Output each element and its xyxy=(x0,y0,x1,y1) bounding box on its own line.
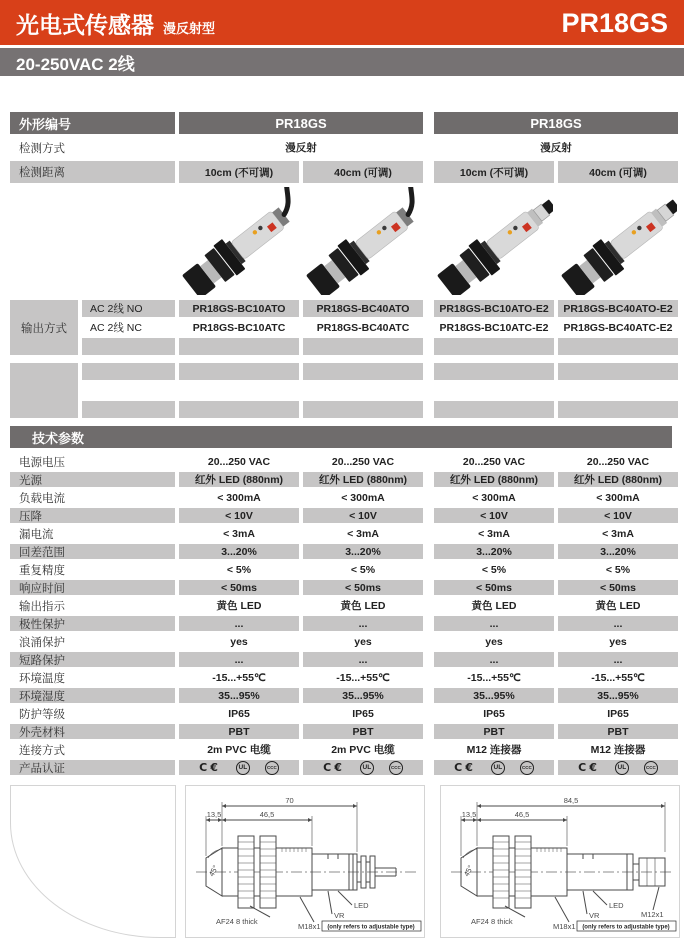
model-number-cell xyxy=(303,338,423,355)
voltage-bar: 20-250VAC 2线 xyxy=(0,48,684,76)
sensor-image-connector xyxy=(559,187,677,295)
tech-param-label: 短路保护 xyxy=(10,652,175,667)
output-type-cell: AC 2线 NC xyxy=(90,322,142,334)
tech-param-row xyxy=(10,634,684,649)
ul-mark-icon: UL xyxy=(236,761,250,775)
sensor-photo-connector xyxy=(434,185,554,297)
model-number-cell xyxy=(179,338,299,355)
sensor-image-connector xyxy=(435,187,553,295)
draw-cable-svg xyxy=(186,786,423,936)
output-extra-cell xyxy=(179,401,299,418)
ccc-mark-icon: CCC xyxy=(265,761,279,775)
tech-param-row xyxy=(10,724,684,739)
tech-param-label: 连接方式 xyxy=(19,744,65,757)
tech-param-value: IP65 xyxy=(607,707,629,720)
tech-param-row xyxy=(10,742,684,757)
tech-param-value: ... xyxy=(434,652,554,667)
tech-param-label: 输出指示 xyxy=(19,600,65,613)
output-type-cell: AC 2线 NO xyxy=(82,300,175,317)
svg-text:VR: VR xyxy=(589,911,600,920)
tech-param-value: yes xyxy=(230,635,248,648)
certification-cell xyxy=(558,760,678,775)
certification-cell xyxy=(179,760,299,775)
tech-param-value: < 50ms xyxy=(179,580,299,595)
svg-text:M12x1: M12x1 xyxy=(641,910,664,919)
output-extra-cell xyxy=(558,382,678,399)
sensor-photo-cable xyxy=(303,185,423,297)
tech-param-value: yes xyxy=(354,635,372,648)
output-extra-cell xyxy=(558,363,678,380)
tech-param-value: 红外 LED (880nm) xyxy=(303,472,423,487)
tech-param-label: 重复精度 xyxy=(19,564,65,577)
tech-param-value: < 5% xyxy=(605,563,631,576)
tech-param-value: ... xyxy=(303,652,423,667)
tech-param-label: 环境湿度 xyxy=(10,688,175,703)
sensor-image-cable xyxy=(304,187,422,295)
tech-param-row xyxy=(10,508,684,523)
model-number-cell: PR18GS-BC10ATO xyxy=(179,300,299,317)
tech-param-label: 电源电压 xyxy=(19,456,65,469)
output-extra-cell xyxy=(434,382,554,399)
tech-param-label: 压降 xyxy=(10,508,175,523)
tech-param-value: yes xyxy=(485,635,503,648)
tech-param-value: < 5% xyxy=(226,563,252,576)
dimension-drawings xyxy=(0,785,684,938)
ce-mark-icon: C€ xyxy=(199,761,221,774)
series-header-1: PR18GS xyxy=(179,112,423,134)
tech-param-row xyxy=(10,472,684,487)
distance-cell: 40cm (可调) xyxy=(303,161,423,183)
tech-param-value: M12 连接器 xyxy=(590,744,646,756)
tech-param-value: < 50ms xyxy=(558,580,678,595)
tech-param-value: PBT xyxy=(179,724,299,739)
page-header xyxy=(0,0,684,45)
tech-param-value: IP65 xyxy=(483,707,505,720)
tech-param-value: ... xyxy=(434,616,554,631)
tech-param-value: ... xyxy=(558,652,678,667)
page-title: 光电式传感器 xyxy=(16,12,154,38)
tech-param-value: -15...+55℃ xyxy=(336,671,390,684)
series-header-2: PR18GS xyxy=(434,112,678,134)
distance-cell: 10cm (不可调) xyxy=(179,161,299,183)
tech-param-value: ... xyxy=(558,616,678,631)
tech-param-value: < 300mA xyxy=(341,491,385,504)
svg-text:45°: 45° xyxy=(206,863,221,878)
product-photo-row xyxy=(10,185,684,297)
tech-param-value: < 3mA xyxy=(347,527,379,540)
svg-text:AF24 8 thick: AF24 8 thick xyxy=(471,917,513,926)
tech-param-value: 红外 LED (880nm) xyxy=(558,472,678,487)
tech-param-value: -15...+55℃ xyxy=(467,671,521,684)
sensor-photo-cable xyxy=(179,185,299,297)
tech-param-value: ... xyxy=(179,652,299,667)
output-extra-type-cell xyxy=(82,401,175,418)
output-row xyxy=(82,300,684,317)
tech-param-label: 光源 xyxy=(10,472,175,487)
output-extra-type-cell xyxy=(82,382,175,399)
tech-param-row xyxy=(10,706,684,721)
model-number-cell: PR18GS-BC40ATO-E2 xyxy=(558,300,678,317)
output-extra-cell xyxy=(303,382,423,399)
tech-param-value: < 300mA xyxy=(217,491,261,504)
dimension-drawing-connector-type xyxy=(440,785,680,938)
tech-param-value: 35...95% xyxy=(303,688,423,703)
detection-method-value: 漫反射 xyxy=(285,142,317,154)
tech-params-title: 技术参数 xyxy=(10,426,672,448)
tech-param-value: < 300mA xyxy=(472,491,516,504)
svg-text:13,5: 13,5 xyxy=(206,810,222,819)
tech-param-row xyxy=(10,562,684,577)
tech-param-value: < 5% xyxy=(481,563,507,576)
tech-param-value: yes xyxy=(609,635,627,648)
tech-param-value: 20...250 VAC xyxy=(586,455,650,468)
rounded-corner-box xyxy=(10,785,176,938)
output-extra-row xyxy=(82,363,684,380)
model-number-cell: PR18GS-BC10ATC xyxy=(192,321,286,334)
ccc-mark-icon: CCC xyxy=(520,761,534,775)
certification-cell xyxy=(434,760,554,775)
series-header-row xyxy=(10,112,684,134)
tech-param-row xyxy=(10,454,684,469)
output-extra-group xyxy=(10,363,684,418)
tech-param-row xyxy=(10,490,684,505)
detection-method-value: 漫反射 xyxy=(540,142,572,154)
tech-param-value: 3...20% xyxy=(558,544,678,559)
model-number: PR18GS xyxy=(561,8,668,38)
tech-param-value: 2m PVC 电缆 xyxy=(331,744,395,756)
tech-param-value: -15...+55℃ xyxy=(591,671,645,684)
dimension-drawing-cable-type xyxy=(185,785,425,938)
tech-param-label: 回差范围 xyxy=(10,544,175,559)
output-type-group xyxy=(10,300,684,355)
tech-param-value: 3...20% xyxy=(179,544,299,559)
output-type-label: 输出方式 xyxy=(10,300,78,355)
detection-distance-label: 检测距离 xyxy=(10,161,175,183)
svg-text:AF24 8 thick: AF24 8 thick xyxy=(216,917,258,926)
ul-mark-icon: UL xyxy=(615,761,629,775)
svg-text:(only refers to adjustable typ: (only refers to adjustable type) xyxy=(582,924,670,931)
page-subtitle: 漫反射型 xyxy=(163,21,216,37)
tech-param-value: < 10V xyxy=(179,508,299,523)
tech-param-value: 35...95% xyxy=(558,688,678,703)
tech-param-value: 2m PVC 电缆 xyxy=(207,744,271,756)
tech-param-label: 浪涌保护 xyxy=(19,636,65,649)
detection-method-row xyxy=(10,137,684,158)
output-extra-label xyxy=(10,363,78,418)
tech-param-value: IP65 xyxy=(352,707,374,720)
tech-param-label: 极性保护 xyxy=(10,616,175,631)
model-number-cell: PR18GS-BC40ATC xyxy=(316,321,410,334)
draw-connector-svg xyxy=(441,786,678,936)
model-number-cell: PR18GS-BC40ATO xyxy=(303,300,423,317)
tech-param-value: 3...20% xyxy=(303,544,423,559)
tech-param-row xyxy=(10,652,684,667)
tech-param-label: 外壳材料 xyxy=(10,724,175,739)
tech-param-row xyxy=(10,580,684,595)
tech-param-value: PBT xyxy=(558,724,678,739)
tech-param-row xyxy=(10,760,684,775)
tech-param-value: 20...250 VAC xyxy=(462,455,526,468)
tech-param-value: M12 连接器 xyxy=(466,744,522,756)
ce-mark-icon: C€ xyxy=(578,761,600,774)
svg-text:70: 70 xyxy=(285,796,294,805)
model-number-cell: PR18GS-BC40ATC-E2 xyxy=(563,321,673,334)
tech-param-value: 35...95% xyxy=(434,688,554,703)
tech-param-value: < 10V xyxy=(303,508,423,523)
ccc-mark-icon: CCC xyxy=(644,761,658,775)
tech-param-value: PBT xyxy=(434,724,554,739)
tech-param-value: 黄色 LED xyxy=(216,600,262,612)
tech-param-row xyxy=(10,616,684,631)
tech-param-value: ... xyxy=(179,616,299,631)
tech-param-value: < 10V xyxy=(558,508,678,523)
svg-text:46,5: 46,5 xyxy=(514,810,530,819)
tech-param-label: 产品认证 xyxy=(10,760,175,775)
tech-param-value: < 3mA xyxy=(602,527,634,540)
output-extra-row xyxy=(82,382,684,399)
model-number-cell: PR18GS-BC10ATC-E2 xyxy=(439,321,549,334)
tech-param-value: < 50ms xyxy=(303,580,423,595)
tech-param-value: 3...20% xyxy=(434,544,554,559)
tech-param-value: < 50ms xyxy=(434,580,554,595)
svg-text:13,5: 13,5 xyxy=(461,810,477,819)
tech-param-value: 黄色 LED xyxy=(595,600,641,612)
tech-param-row xyxy=(10,544,684,559)
svg-text:LED: LED xyxy=(609,901,624,910)
svg-text:M18x1: M18x1 xyxy=(553,922,576,931)
output-extra-cell xyxy=(303,401,423,418)
tech-param-value: 35...95% xyxy=(179,688,299,703)
detection-method-label: 检测方式 xyxy=(19,142,65,155)
tech-params-table xyxy=(0,454,684,775)
sensor-image-cable xyxy=(180,187,298,295)
output-extra-row xyxy=(82,401,684,418)
ul-mark-icon: UL xyxy=(360,761,374,775)
tech-param-value: < 10V xyxy=(434,508,554,523)
tech-param-value: 红外 LED (880nm) xyxy=(179,472,299,487)
output-row xyxy=(82,338,684,355)
certification-cell xyxy=(303,760,423,775)
svg-text:M18x1: M18x1 xyxy=(298,922,321,931)
tech-param-value: 20...250 VAC xyxy=(207,455,271,468)
tech-param-row xyxy=(10,670,684,685)
svg-text:(only refers to adjustable typ: (only refers to adjustable type) xyxy=(327,924,415,931)
svg-text:LED: LED xyxy=(354,901,369,910)
ce-mark-icon: C€ xyxy=(323,761,345,774)
svg-text:VR: VR xyxy=(334,911,345,920)
output-extra-cell xyxy=(303,363,423,380)
model-number-cell xyxy=(558,338,678,355)
tech-param-value: PBT xyxy=(303,724,423,739)
sensor-photo-connector xyxy=(558,185,678,297)
shape-label: 外形编号 xyxy=(10,112,175,134)
output-extra-type-cell xyxy=(82,363,175,380)
output-type-cell xyxy=(82,338,175,355)
output-extra-cell xyxy=(434,363,554,380)
detection-distance-row xyxy=(10,161,684,183)
model-number-cell xyxy=(434,338,554,355)
tech-param-value: < 3mA xyxy=(478,527,510,540)
tech-param-label: 环境温度 xyxy=(19,672,65,685)
output-extra-cell xyxy=(434,401,554,418)
output-row xyxy=(82,319,684,336)
tech-param-value: 黄色 LED xyxy=(471,600,517,612)
tech-param-value: ... xyxy=(303,616,423,631)
tech-param-row xyxy=(10,526,684,541)
model-number-cell: PR18GS-BC10ATO-E2 xyxy=(434,300,554,317)
tech-param-row xyxy=(10,598,684,613)
ul-mark-icon: UL xyxy=(491,761,505,775)
tech-param-value: < 5% xyxy=(350,563,376,576)
tech-param-value: IP65 xyxy=(228,707,250,720)
tech-param-value: < 3mA xyxy=(223,527,255,540)
tech-param-row xyxy=(10,688,684,703)
tech-param-label: 漏电流 xyxy=(19,528,54,541)
svg-text:46,5: 46,5 xyxy=(259,810,275,819)
tech-param-value: 红外 LED (880nm) xyxy=(434,472,554,487)
tech-param-value: < 300mA xyxy=(596,491,640,504)
distance-cell: 10cm (不可调) xyxy=(434,161,554,183)
tech-param-label: 负载电流 xyxy=(19,492,65,505)
output-extra-cell xyxy=(179,363,299,380)
svg-text:84,5: 84,5 xyxy=(563,796,579,805)
output-extra-cell xyxy=(179,382,299,399)
svg-text:45°: 45° xyxy=(461,863,476,878)
selection-table xyxy=(0,112,684,775)
tech-param-value: 20...250 VAC xyxy=(331,455,395,468)
ccc-mark-icon: CCC xyxy=(389,761,403,775)
distance-cell: 40cm (可调) xyxy=(558,161,678,183)
output-extra-cell xyxy=(558,401,678,418)
ce-mark-icon: C€ xyxy=(454,761,476,774)
tech-param-label: 防护等级 xyxy=(19,708,65,721)
photo-row-spacer xyxy=(10,185,175,297)
tech-param-value: 黄色 LED xyxy=(340,600,386,612)
tech-param-label: 响应时间 xyxy=(10,580,175,595)
tech-param-value: -15...+55℃ xyxy=(212,671,266,684)
